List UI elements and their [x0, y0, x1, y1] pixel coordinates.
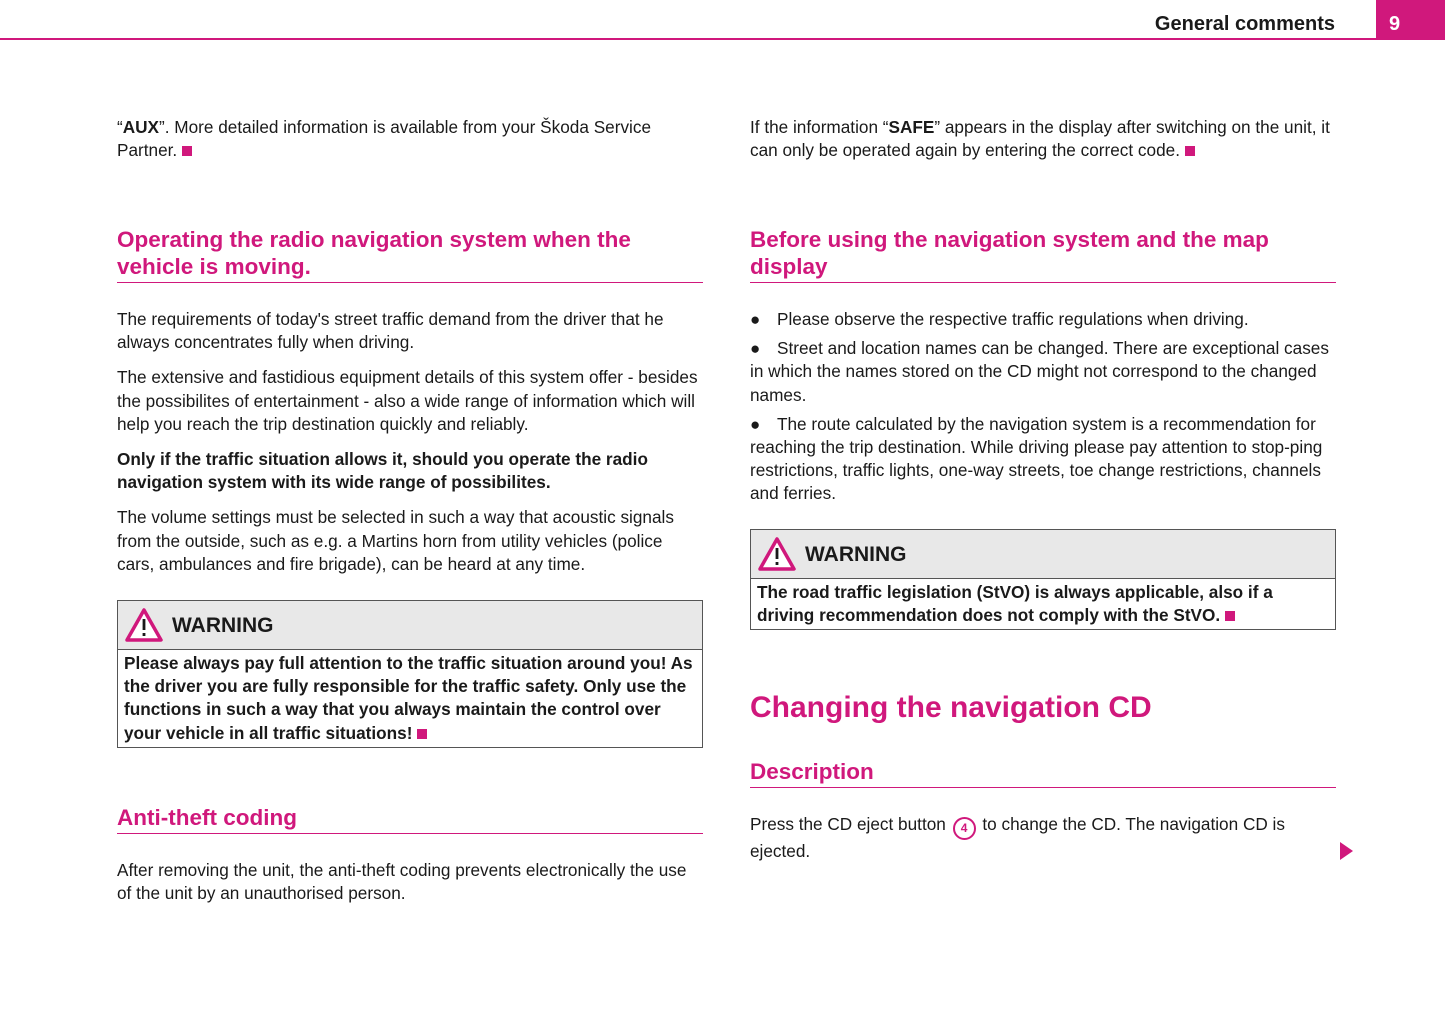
bullet-icon: ●	[750, 339, 761, 359]
paragraph: The requirements of today's street traffic demand from the driver that he always concentrates fully when driving.	[117, 309, 664, 353]
list-item: ● The route calculated by the navigation system is a recommendation for reaching the trip destination. While driving please pay attention to stop-ping restrictions, traffic lights, one-way streets, toe change restrictions, channels and ferries.	[750, 413, 1323, 504]
header-divider	[0, 38, 1445, 40]
paragraph: Press the CD eject button 4 to change the CD. The navigation CD is ejected.	[750, 814, 1285, 861]
warning-header	[751, 530, 1335, 579]
warning-header	[118, 601, 702, 650]
warning-text: Please always pay full attention to the traffic situation around you! As the driver you are fully responsible for the traffic safety. Only use the functions in such a way that you always maintain the control over your vehicle in all traffic situations!	[124, 653, 693, 743]
bullet-icon: ●	[750, 414, 761, 434]
chapter-title: General comments	[1154, 13, 1335, 35]
list-item: ● Street and location names can be changed. There are exceptional cases in which the names stored on the CD might not correspond to the changed names.	[750, 338, 1329, 405]
warning-triangle-icon	[757, 536, 797, 572]
next-page-arrow-icon[interactable]	[1340, 842, 1353, 860]
chapter-heading: Changing the navigation CD	[750, 691, 1152, 724]
paragraph: The extensive and fastidious equipment details of this system offer - besides the possibilites of entertainment - also a wide range of information which will help you reach the trip destination quickly and reliably.	[117, 367, 698, 434]
warning-label: WARNING	[172, 614, 274, 638]
bold-paragraph: Only if the traffic situation allows it, should you operate the radio navigation system with its wide range of possibilites.	[117, 449, 648, 493]
button-reference-4-icon: 4	[953, 817, 976, 840]
page-number: 9	[1389, 13, 1401, 35]
subsection-heading: Description	[750, 758, 1336, 788]
paragraph: After removing the unit, the anti-theft coding prevents electronically the use of the unit by an unauthorised person.	[117, 860, 687, 904]
warning-box	[750, 529, 1336, 630]
intro-paragraph: If the information “SAFE” appears in the display after switching on the unit, it can only be operated again by entering the correct code.	[750, 117, 1330, 161]
bullet-icon: ●	[750, 310, 761, 329]
warning-box	[117, 600, 703, 748]
bullet-list	[750, 308, 1336, 506]
section-end-marker	[1225, 611, 1235, 621]
section-operating	[117, 226, 703, 748]
section-changing-cd	[750, 690, 1336, 863]
list-item: ● Please observe the respective traffic regulations when driving.	[750, 308, 1336, 331]
warning-text: The road traffic legislation (StVO) is always applicable, also if a driving recommendation does not comply with the StVO.	[757, 581, 1273, 625]
paragraph: The volume settings must be selected in such a way that acoustic signals from the outside, such as e.g. a Martins horn from utility vehicles (police cars, ambulances and fire brigade), can be heard at any time.	[117, 507, 674, 574]
section-heading: Before using the navigation system and the map display	[750, 226, 1336, 283]
section-end-marker	[1185, 146, 1195, 156]
right-column	[750, 116, 1336, 162]
section-before-using	[750, 226, 1336, 630]
left-column	[117, 116, 703, 162]
aux-term: AUX	[122, 117, 160, 137]
section-heading: Anti-theft coding	[117, 804, 703, 834]
warning-triangle-icon	[124, 607, 164, 643]
intro-paragraph: “AUX”. More detailed information is available from your Škoda Service Partner.	[117, 117, 652, 161]
section-heading: Operating the radio navigation system when the vehicle is moving.	[117, 226, 703, 283]
section-end-marker	[182, 146, 192, 156]
page-number-badge	[1376, 0, 1445, 38]
section-end-marker	[417, 729, 427, 739]
warning-label: WARNING	[805, 542, 907, 566]
safe-term: SAFE	[888, 117, 935, 137]
section-antitheft	[117, 804, 703, 905]
